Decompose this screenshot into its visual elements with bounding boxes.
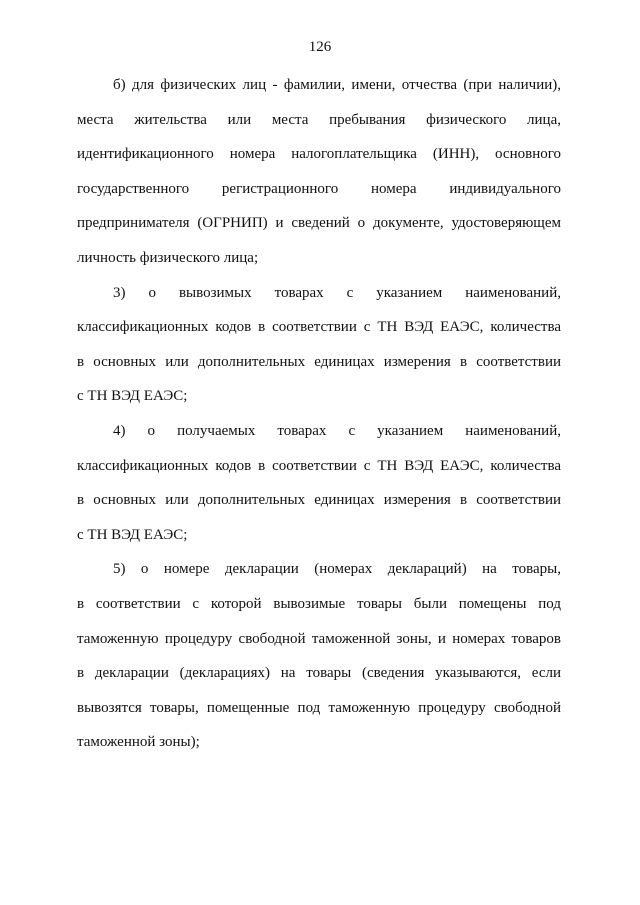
text-line: б) для физических лиц - фамилии, имени, отчества (при наличии), — [113, 77, 561, 93]
text-line: таможенную процедуру свободной таможенной зоны, и номерах товаров — [77, 630, 561, 647]
text-line: места жительства или места пребывания физического лица, — [77, 111, 561, 128]
text-line: таможенной зоны); — [77, 734, 200, 751]
text-line: идентификационного номера налогоплательщика (ИНН), основного — [77, 146, 561, 163]
text-line: 4) о получаемых товарах с указанием наименований, — [113, 422, 561, 439]
text-line: в основных или дополнительных единицах измерения в соответствии — [77, 353, 561, 370]
text-line: вывозятся товары, помещенные под таможенную процедуру свободной — [77, 699, 561, 716]
text-line: предпринимателя (ОГРНИП) и сведений о документе, удостоверяющем — [77, 215, 561, 232]
paragraph-item-4 — [77, 414, 561, 552]
text-line: классификационных кодов в соответствии с ТН ВЭД ЕАЭС, количества — [77, 457, 561, 474]
text-line: с ТН ВЭД ЕАЭС; — [77, 388, 188, 405]
text-line: в декларации (декларациях) на товары (сведения указываются, если — [77, 665, 561, 682]
text-line: 3) о вывозимых товарах с указанием наименований, — [113, 284, 561, 301]
text-line: классификационных кодов в соответствии с ТН ВЭД ЕАЭС, количества — [77, 319, 561, 336]
text-line: в соответствии с которой вывозимые товары были помещены под — [77, 595, 561, 612]
text-line: 5) о номере декларации (номерах деклараций) на товары, — [113, 561, 561, 578]
text-line: с ТН ВЭД ЕАЭС; — [77, 526, 188, 543]
text-line: личность физического лица; — [77, 249, 259, 266]
document-body — [77, 68, 561, 760]
text-line: в основных или дополнительных единицах измерения в соответствии — [77, 492, 561, 509]
text-line: государственного регистрационного номера индивидуального — [77, 180, 561, 197]
paragraph-item-5 — [77, 552, 561, 760]
page-number: 126 — [308, 39, 332, 55]
paragraph-item-3 — [77, 276, 561, 414]
paragraph-individuals — [77, 68, 561, 276]
